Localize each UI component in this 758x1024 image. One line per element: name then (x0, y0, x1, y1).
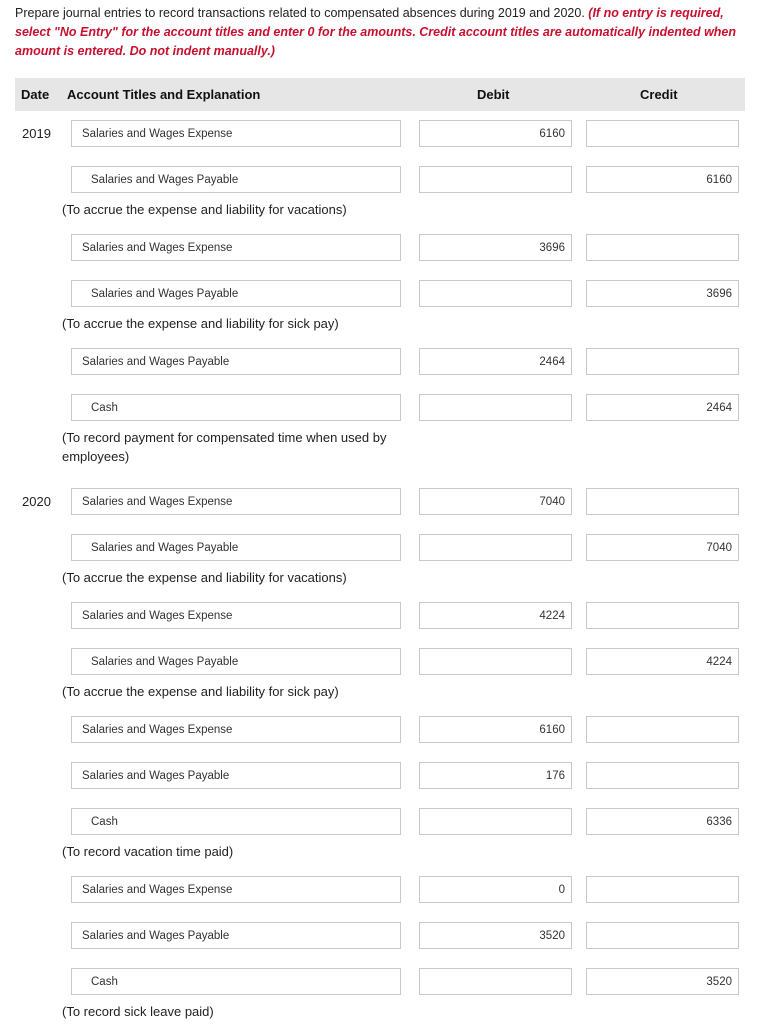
debit-amount-input[interactable]: 2464 (419, 348, 572, 375)
credit-amount-input[interactable] (586, 716, 739, 743)
credit-amount-input[interactable] (586, 234, 739, 261)
credit-amount-input[interactable] (586, 602, 739, 629)
debit-amount-input[interactable]: 3696 (419, 234, 572, 261)
debit-amount-input[interactable]: 3520 (419, 922, 572, 949)
credit-amount-input[interactable]: 6160 (586, 166, 739, 193)
table-header (15, 78, 745, 111)
entry-date: 2019 (22, 126, 51, 141)
entry-date: 2020 (22, 494, 51, 509)
debit-amount-input[interactable]: 0 (419, 876, 572, 903)
account-title-input[interactable]: Salaries and Wages Payable (71, 348, 401, 375)
debit-amount-input[interactable] (419, 968, 572, 995)
debit-amount-input[interactable] (419, 648, 572, 675)
debit-amount-input[interactable] (419, 394, 572, 421)
credit-amount-input[interactable]: 3520 (586, 968, 739, 995)
debit-amount-input[interactable] (419, 534, 572, 561)
entry-explanation: (To accrue the expense and liability for sick pay) (62, 316, 339, 331)
debit-amount-input[interactable]: 4224 (419, 602, 572, 629)
entry-explanation: (To record vacation time paid) (62, 844, 234, 859)
account-title-input[interactable]: Salaries and Wages Payable (71, 166, 401, 193)
account-title-input[interactable]: Salaries and Wages Expense (71, 716, 401, 743)
debit-amount-input[interactable]: 6160 (419, 120, 572, 147)
credit-amount-input[interactable] (586, 876, 739, 903)
account-title-input[interactable]: Salaries and Wages Expense (71, 120, 401, 147)
header-date: Date (21, 87, 50, 102)
entry-explanation: (To record sick leave paid) (62, 1004, 214, 1019)
account-title-input[interactable]: Salaries and Wages Payable (71, 922, 401, 949)
debit-amount-input[interactable]: 6160 (419, 716, 572, 743)
entry-explanation: (To accrue the expense and liability for vacations) (62, 570, 347, 585)
account-title-input[interactable]: Salaries and Wages Payable (71, 648, 401, 675)
credit-amount-input[interactable] (586, 922, 739, 949)
header-account: Account Titles and Explanation (67, 87, 261, 102)
instructions (15, 4, 750, 61)
account-title-input[interactable]: Salaries and Wages Expense (71, 234, 401, 261)
debit-amount-input[interactable]: 7040 (419, 488, 572, 515)
credit-amount-input[interactable] (586, 488, 739, 515)
header-credit: Credit (640, 87, 678, 102)
account-title-input[interactable]: Salaries and Wages Expense (71, 876, 401, 903)
account-title-input[interactable]: Salaries and Wages Payable (71, 762, 401, 789)
header-debit: Debit (477, 87, 510, 102)
account-title-input[interactable]: Cash (71, 394, 401, 421)
credit-amount-input[interactable]: 7040 (586, 534, 739, 561)
entry-explanation: (To record payment for compensated time when used by employees) (62, 430, 387, 464)
debit-amount-input[interactable] (419, 166, 572, 193)
account-title-input[interactable]: Salaries and Wages Payable (71, 534, 401, 561)
credit-amount-input[interactable] (586, 762, 739, 789)
account-title-input[interactable]: Salaries and Wages Expense (71, 602, 401, 629)
account-title-input[interactable]: Salaries and Wages Payable (71, 280, 401, 307)
account-title-input[interactable]: Salaries and Wages Expense (71, 488, 401, 515)
credit-amount-input[interactable]: 2464 (586, 394, 739, 421)
debit-amount-input[interactable]: 176 (419, 762, 572, 789)
entry-explanation: (To accrue the expense and liability for vacations) (62, 202, 347, 217)
account-title-input[interactable]: Cash (71, 808, 401, 835)
entry-explanation: (To accrue the expense and liability for sick pay) (62, 684, 339, 699)
credit-amount-input[interactable] (586, 120, 739, 147)
credit-amount-input[interactable] (586, 348, 739, 375)
debit-amount-input[interactable] (419, 808, 572, 835)
account-title-input[interactable]: Cash (71, 968, 401, 995)
credit-amount-input[interactable]: 6336 (586, 808, 739, 835)
instructions-note: (If no entry is required, select "No Entry" for the account titles and enter 0 for the amounts. Credit account titles are automatically indented when amount is entered. Do not indent manually.) (15, 6, 737, 58)
credit-amount-input[interactable]: 4224 (586, 648, 739, 675)
credit-amount-input[interactable]: 3696 (586, 280, 739, 307)
debit-amount-input[interactable] (419, 280, 572, 307)
instructions-main: Prepare journal entries to record transactions related to compensated absences during 2019 and 2020. (15, 6, 585, 20)
